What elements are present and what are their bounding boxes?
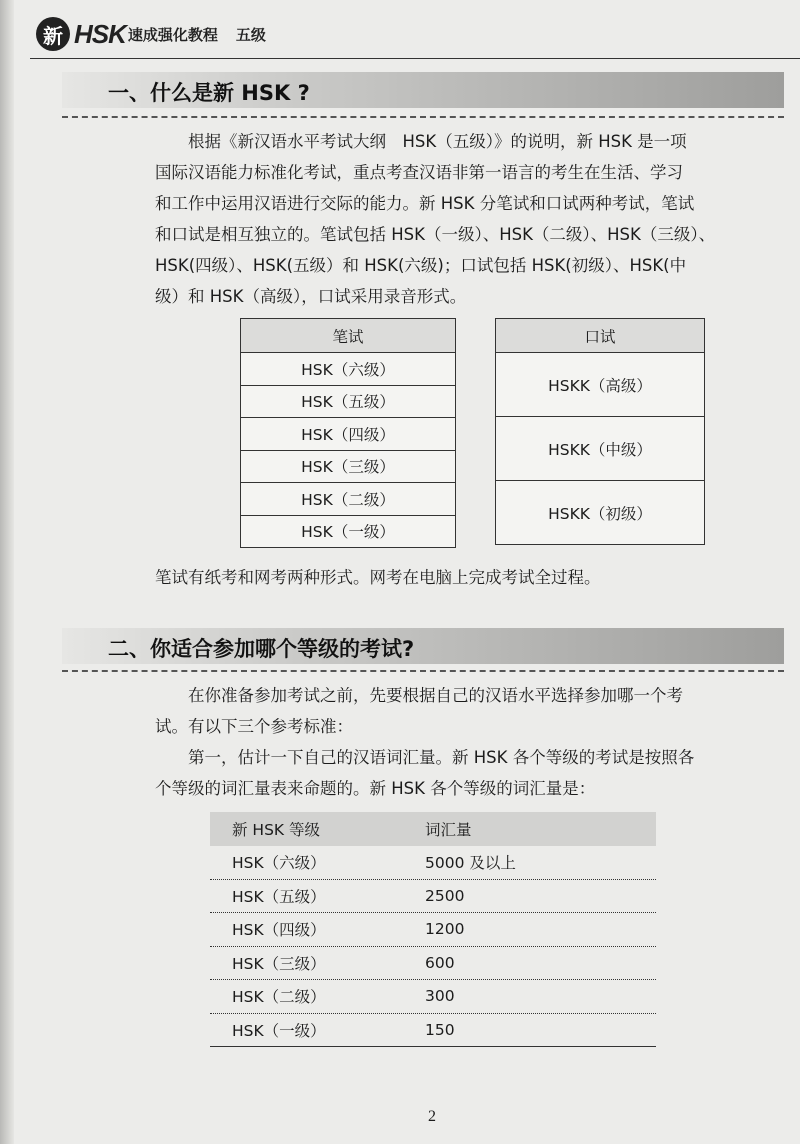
section-1-paragraph — [155, 126, 790, 312]
oral-level-cell: HSKK（中级） — [496, 417, 705, 481]
paragraph-line: 第一，估计一下自己的汉语词汇量。新 HSK 各个等级的考试是按照各 — [188, 748, 695, 767]
paragraph-line: 个等级的词汇量表来命题的。新 HSK 各个等级的词汇量是： — [155, 779, 596, 798]
written-level-cell: HSK（六级） — [241, 353, 456, 386]
paragraph-line: 试。有以下三个参考标准： — [155, 717, 353, 736]
vocabulary-table — [210, 812, 656, 1047]
page-number: 2 — [428, 1108, 436, 1125]
level-cell: HSK（二级） — [232, 988, 326, 1007]
level-cell: HSK（一级） — [232, 1021, 326, 1040]
oral-exam-table — [495, 318, 705, 545]
section-2-paragraph-2 — [155, 742, 790, 804]
section-2-paragraph-1 — [155, 680, 790, 742]
vocab-count-cell: 1200 — [425, 920, 465, 939]
vocab-count-cell: 600 — [425, 953, 455, 972]
level-label: 五级 — [235, 25, 266, 44]
table-row — [210, 947, 656, 981]
oral-level-cell: HSKK（高级） — [496, 353, 705, 417]
exam-format-note: 笔试有纸考和网考两种形式。网考在电脑上完成考试全过程。 — [155, 568, 601, 587]
paragraph-line: 国际汉语能力标准化考试，重点考查汉语非第一语言的考生在生活、学习 — [155, 163, 683, 182]
new-badge-icon: 新 — [36, 17, 70, 51]
paragraph-line: 根据《新汉语水平考试大纲 HSK（五级）》的说明，新 HSK 是一项 — [188, 132, 687, 151]
written-level-cell: HSK（三级） — [241, 450, 456, 483]
written-level-cell: HSK（五级） — [241, 385, 456, 418]
level-column-header: 新 HSK 等级 — [232, 821, 321, 839]
vocab-count-cell: 5000 及以上 — [425, 854, 516, 873]
oral-table-header: 口试 — [496, 319, 705, 353]
table-row — [210, 980, 656, 1014]
paragraph-line: 在你准备参加考试之前，先要根据自己的汉语水平选择参加哪一个考 — [188, 686, 683, 705]
section-2-title: 二、你适合参加哪个等级的考试? — [108, 637, 415, 661]
level-cell: HSK（三级） — [232, 954, 326, 973]
vocab-count-cell: 150 — [425, 1020, 455, 1039]
table-row — [210, 913, 656, 947]
level-cell: HSK（四级） — [232, 921, 326, 940]
series-title: 速成强化教程 — [127, 25, 218, 44]
running-header — [36, 14, 266, 54]
written-exam-table — [240, 318, 456, 548]
paragraph-line: 和工作中运用汉语进行交际的能力。新 HSK 分笔试和口试两种考试，笔试 — [155, 194, 695, 213]
written-level-cell: HSK（四级） — [241, 418, 456, 451]
paragraph-line: 级）和 HSK（高级），口试采用录音形式。 — [155, 287, 467, 306]
header-rule — [30, 58, 800, 59]
vocab-column-header: 词汇量 — [425, 821, 472, 839]
book-spine-shadow — [0, 0, 14, 1144]
table-row — [210, 880, 656, 914]
brand-logo: HSK — [74, 18, 126, 49]
written-level-cell: HSK（二级） — [241, 483, 456, 516]
vocab-count-cell: 300 — [425, 987, 455, 1006]
level-cell: HSK（六级） — [232, 854, 326, 873]
vocab-table-header — [210, 812, 656, 846]
oral-level-cell: HSKK（初级） — [496, 481, 705, 545]
table-row — [210, 846, 656, 880]
section-1-dashed-rule — [62, 116, 784, 118]
section-1-title: 一、什么是新 HSK ? — [108, 81, 310, 105]
written-table-header: 笔试 — [241, 319, 456, 353]
level-cell: HSK（五级） — [232, 887, 326, 906]
table-row — [210, 1014, 656, 1048]
paragraph-line: HSK(四级）、HSK(五级）和 HSK(六级)；口试包括 HSK(初级）、HSK(中 — [155, 256, 687, 275]
paragraph-line: 和口试是相互独立的。笔试包括 HSK（一级）、HSK（二级）、HSK（三级）、 — [155, 225, 716, 244]
section-2-dashed-rule — [62, 670, 784, 672]
vocab-count-cell: 2500 — [425, 886, 465, 905]
written-level-cell: HSK（一级） — [241, 515, 456, 548]
